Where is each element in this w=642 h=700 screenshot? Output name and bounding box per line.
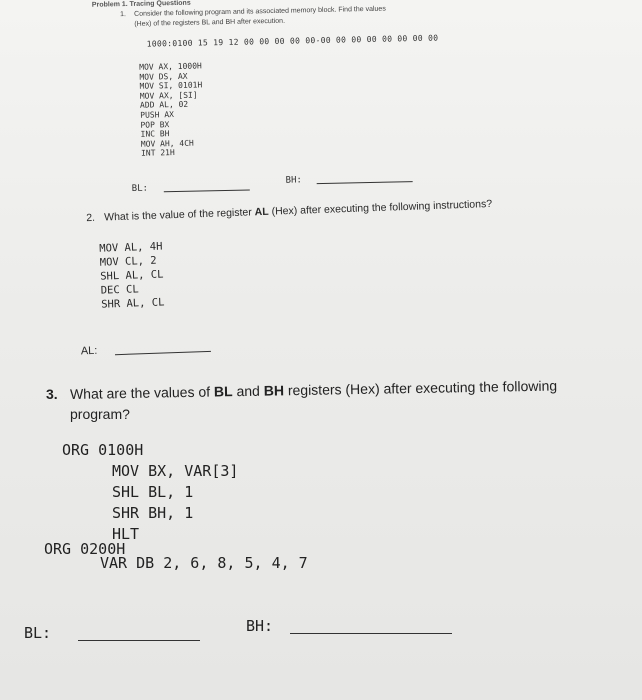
code-line: MOV AL, 4H bbox=[99, 240, 163, 255]
code-line: INT 21H bbox=[140, 148, 175, 159]
code-line: POP BX bbox=[140, 119, 170, 130]
code-line: MOV AX, [SI] bbox=[139, 90, 198, 101]
code-line: MOV BX, VAR[3] bbox=[112, 462, 239, 480]
memory-dump: 1000:0100 15 19 12 00 00 00 00 00-00 00 00 00 00 00 00 00 bbox=[146, 33, 439, 49]
q2-al-label: AL: bbox=[80, 344, 98, 358]
q3-code-block bbox=[112, 461, 238, 545]
code-line: MOV AH, 4CH bbox=[140, 138, 194, 149]
q2-register-al: AL bbox=[254, 205, 269, 219]
code-line: MOV AX, 1000H bbox=[139, 61, 202, 72]
code-line: SHL AL, CL bbox=[100, 268, 164, 283]
q3-number: 3. bbox=[46, 386, 58, 402]
q1-bh-label: BH: bbox=[285, 175, 302, 186]
code-line: SHR BH, 1 bbox=[112, 504, 194, 522]
q2-question bbox=[104, 198, 492, 224]
q2-code-block bbox=[99, 239, 165, 311]
q3-question-text: What are the values of bbox=[69, 383, 215, 402]
q3-question-line2: program? bbox=[70, 406, 130, 422]
problem-header: Problem 1. Tracing Questions bbox=[91, 0, 191, 9]
code-line: INC BH bbox=[140, 129, 170, 139]
q3-bl-label: BL: bbox=[24, 624, 52, 642]
q3-register-bl: BL bbox=[213, 383, 233, 400]
q3-bl-answer-blank[interactable] bbox=[78, 640, 200, 641]
q3-bh-answer-blank[interactable] bbox=[290, 633, 452, 634]
code-line: MOV SI, 0101H bbox=[139, 80, 203, 91]
q2-question-text-end: (Hex) after executing the following instructions? bbox=[268, 197, 493, 218]
code-line: ADD AL, 02 bbox=[139, 100, 189, 111]
q3-org-0200: ORG 0200H bbox=[44, 540, 126, 558]
q3-question-and: and bbox=[232, 382, 264, 400]
code-line: HLT bbox=[112, 525, 140, 543]
q3-org-0100: ORG 0100H bbox=[62, 441, 144, 459]
code-line: SHL BL, 1 bbox=[112, 483, 194, 501]
code-line: MOV CL, 2 bbox=[99, 254, 157, 269]
q1-number: 1. bbox=[120, 11, 127, 19]
code-line: DEC CL bbox=[100, 283, 139, 297]
q2-question-text: What is the value of the register bbox=[103, 206, 255, 224]
q2-number: 2. bbox=[86, 211, 96, 225]
q1-text-line1: Consider the following program and its associated memory block. Find the values bbox=[134, 5, 386, 18]
q3-var-declaration: VAR DB 2, 6, 8, 5, 4, 7 bbox=[100, 554, 308, 572]
q3-question-text-end: registers (Hex) after executing the following bbox=[283, 377, 558, 399]
q2-al-answer-blank[interactable] bbox=[115, 351, 211, 355]
code-line: MOV DS, AX bbox=[139, 71, 188, 82]
q3-register-bh: BH bbox=[263, 382, 285, 399]
q3-question-line1 bbox=[70, 375, 557, 403]
q3-bh-label: BH: bbox=[246, 617, 274, 635]
code-line: SHR AL, CL bbox=[101, 296, 165, 311]
q1-text-line2: (Hex) of the registers BL and BH after execution. bbox=[134, 17, 286, 28]
code-line: PUSH AX bbox=[140, 110, 175, 120]
q1-bl-label: BL: bbox=[131, 183, 149, 194]
